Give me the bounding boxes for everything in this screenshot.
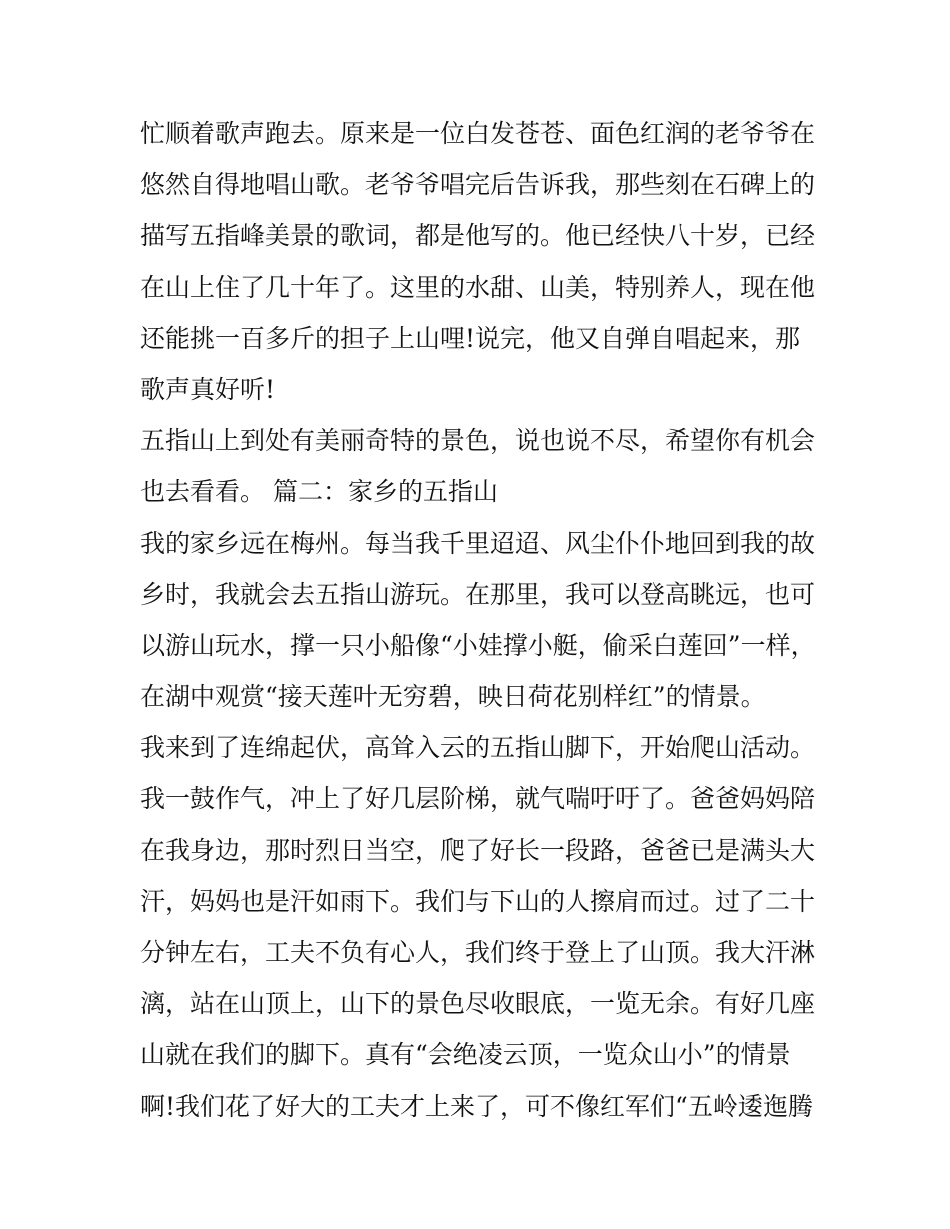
text-line: 五指山上到处有美丽奇特的景色，说也说不尽，希望你有机会	[140, 426, 816, 456]
text-line: 以游山玩水，撑一只小船像“小娃撑小艇，偷采白莲回”一样，	[140, 630, 816, 660]
text-line: 分钟左右，工夫不负有心人，我们终于登上了山顶。我大汗淋	[140, 938, 816, 967]
text-line: 悠然自得地唱山歌。老爷爷唱完后告诉我，那些刻在石碑上的	[140, 170, 816, 200]
text-line: 我的家乡远在梅州。每当我千里迢迢、风尘仆仆地回到我的故	[140, 528, 816, 558]
text-line: 啊!我们花了好大的工夫才上来了，可不像红军们“五岭逶迤腾	[140, 1091, 813, 1121]
text-line: 歌声真好听!	[140, 374, 276, 404]
text-line: 乡时，我就会去五指山游玩。在那里，我可以登高眺远，也可	[140, 579, 816, 609]
text-line: 漓，站在山顶上，山下的景色尽收眼底，一览无余。有好几座	[140, 989, 816, 1019]
text-line: 忙顺着歌声跑去。原来是一位白发苍苍、面色红润的老爷爷在	[140, 119, 816, 148]
document-body	[140, 108, 820, 1132]
text-line: 我一鼓作气，冲上了好几层阶梯，就气喘吁吁了。爸爸妈妈陪	[140, 784, 816, 814]
text-line: 在我身边，那时烈日当空，爬了好长一段路，爸爸已是满头大	[140, 835, 816, 865]
text-line: 在湖中观赏“接天莲叶无穷碧，映日荷花别样红”的情景。	[140, 682, 766, 712]
text-line: 也去看看。 篇二：家乡的五指山	[140, 477, 498, 507]
text-line: 汗，妈妈也是汗如雨下。我们与下山的人擦肩而过。过了二十	[140, 886, 816, 916]
text-line: 我来到了连绵起伏，高耸入云的五指山脚下，开始爬山活动。	[140, 733, 816, 763]
text-line: 在山上住了几十年了。这里的水甜、山美，特别养人，现在他	[140, 272, 816, 302]
text-line: 山就在我们的脚下。真有“会绝凌云顶，一览众山小”的情景	[140, 1040, 791, 1070]
text-line: 描写五指峰美景的歌词，都是他写的。他已经快八十岁，已经	[140, 221, 816, 251]
text-line: 还能挑一百多斤的担子上山哩!说完，他又自弹自唱起来，那	[140, 323, 801, 353]
